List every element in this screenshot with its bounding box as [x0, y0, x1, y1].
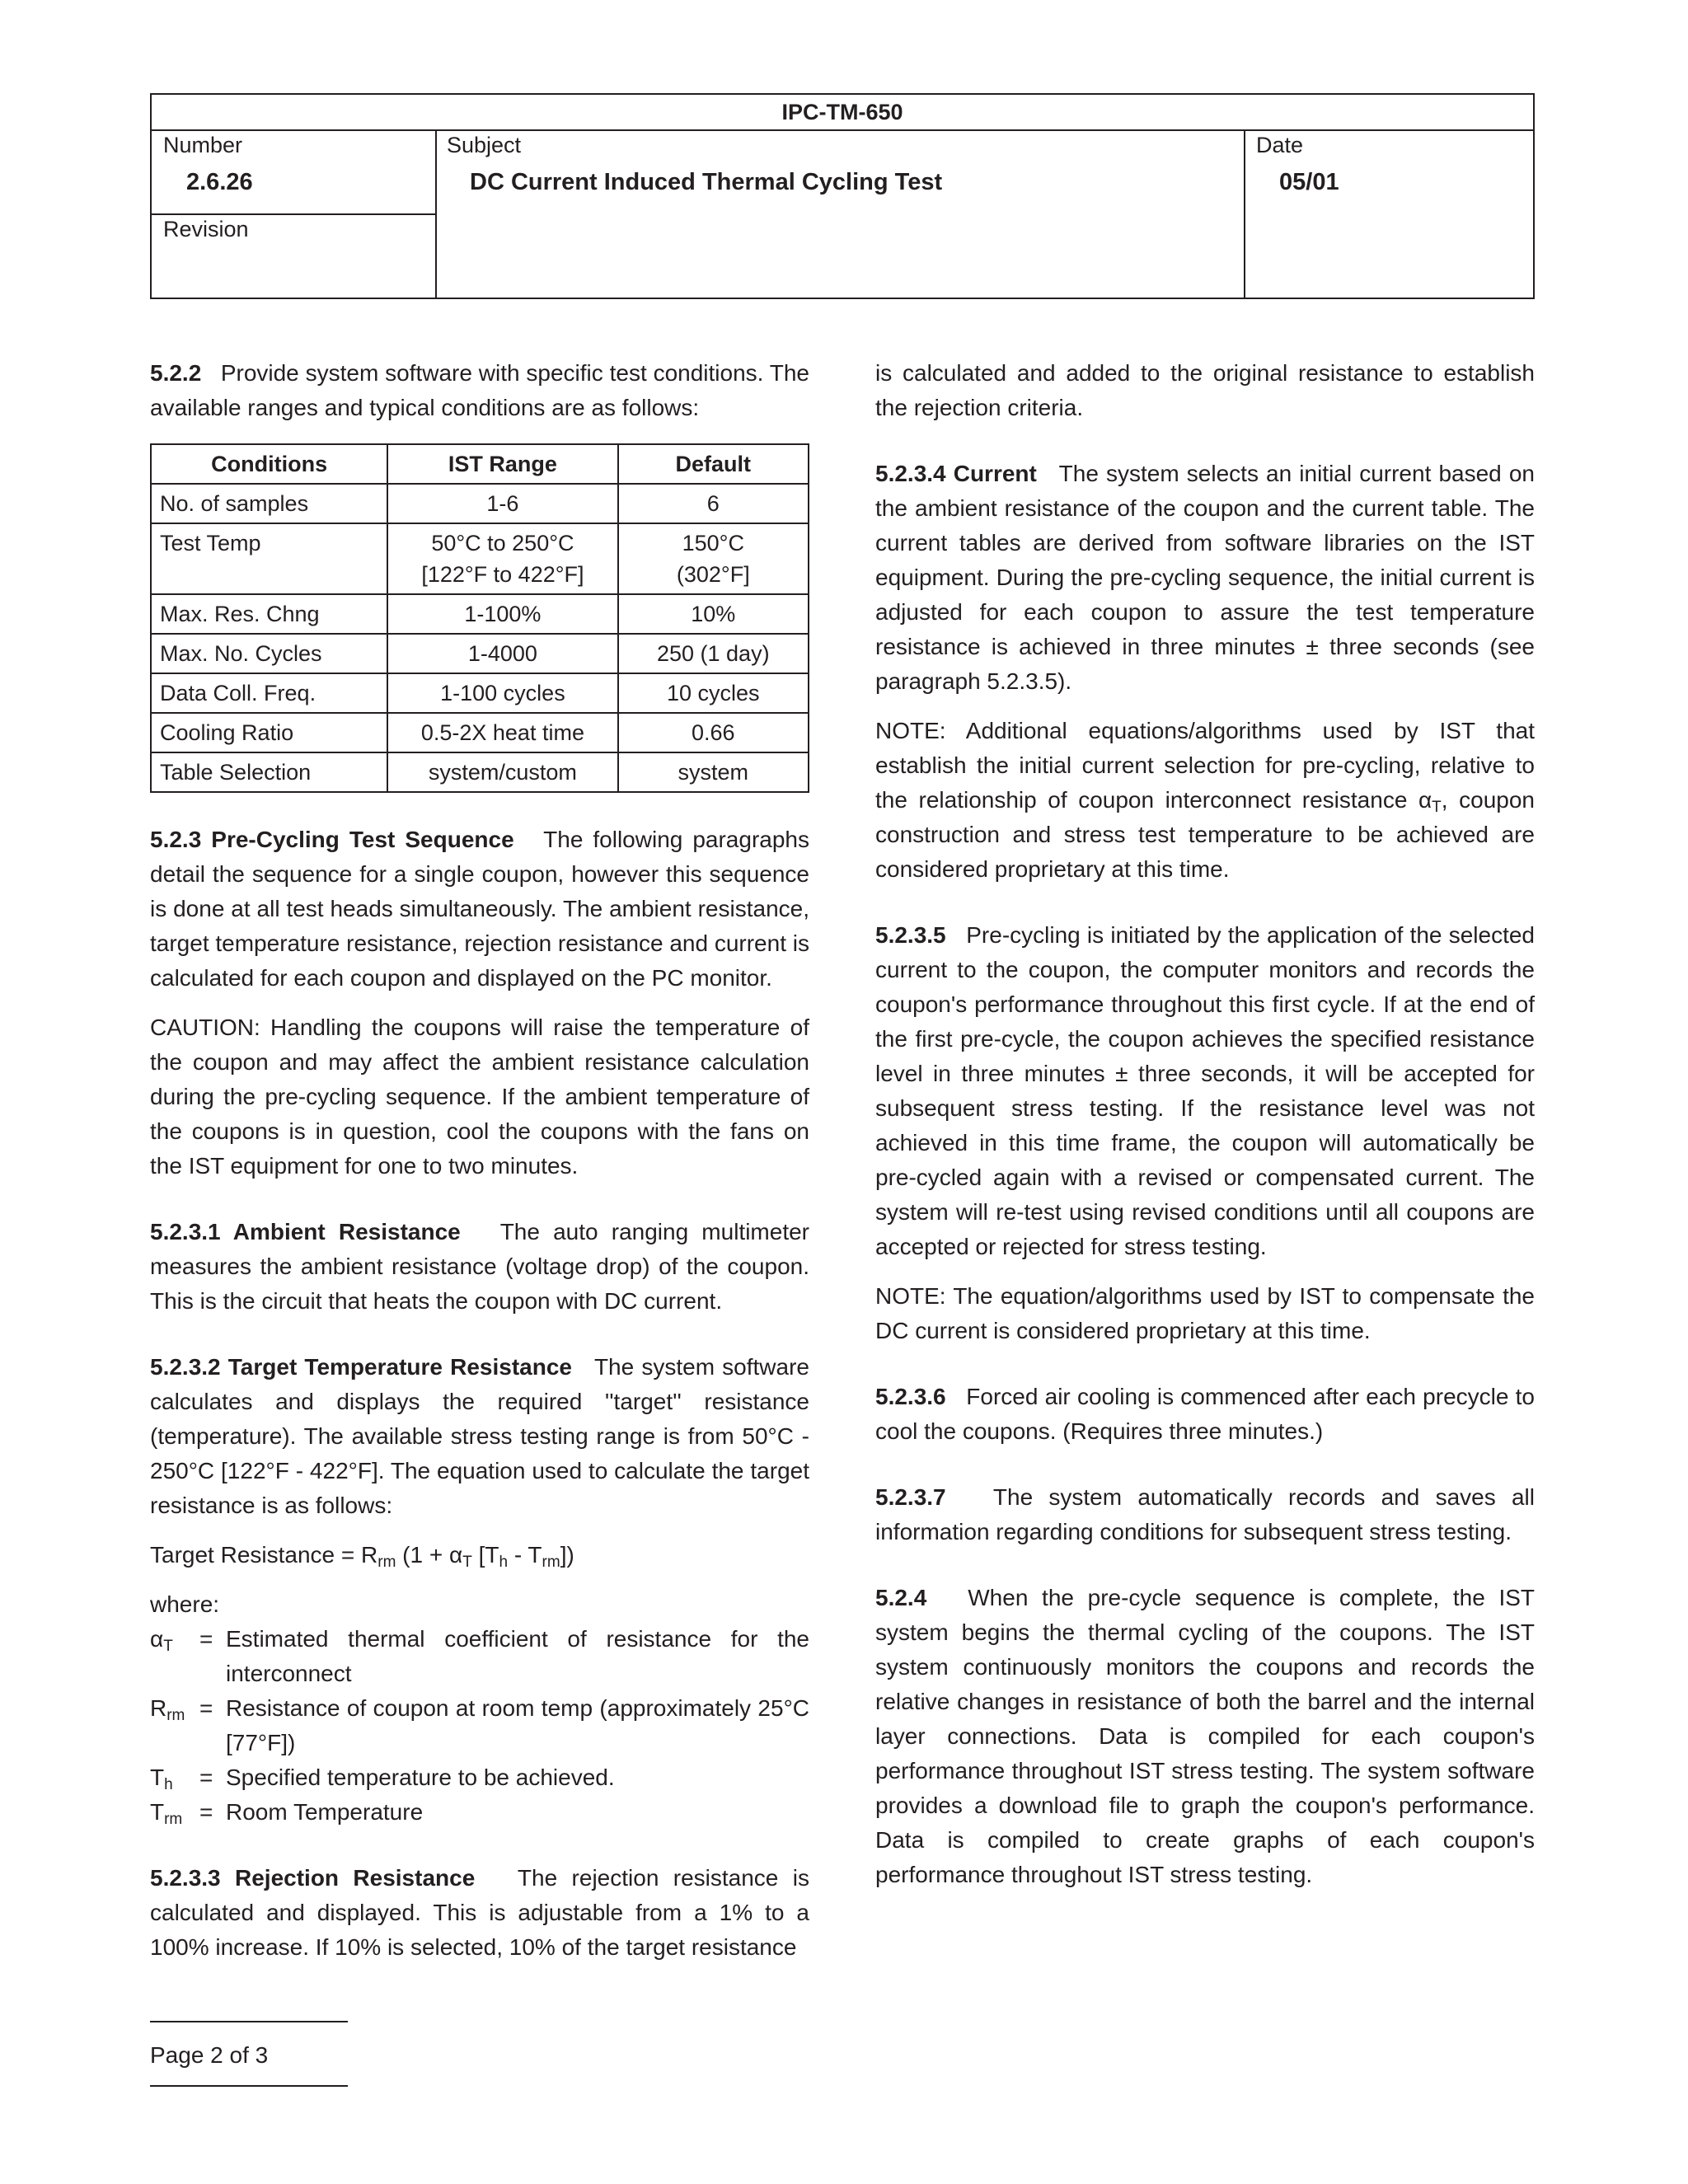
standard-title: IPC-TM-650 [152, 95, 1533, 131]
definition-text: Resistance of coupon at room temp (approximately 25°C [77°F]) [226, 1695, 809, 1755]
cell-line: (302°F] [676, 562, 750, 587]
condition-cell: Test Temp [151, 523, 387, 594]
cell-line: 1-100% [464, 602, 542, 626]
section-5-2-3 [150, 823, 809, 996]
target-resistance-equation [150, 1538, 809, 1572]
cell-line: 150°C [682, 531, 744, 555]
condition-cell: Cooling Ratio [151, 713, 387, 752]
subject-label: Subject [447, 133, 522, 157]
cell-line: 0.66 [692, 720, 735, 745]
equation-part: Target Resistance = R [150, 1542, 378, 1568]
column-header: Conditions [151, 444, 387, 484]
section-heading: 5.2.3.1 Ambient Resistance [150, 1219, 461, 1244]
condition-cell: Data Coll. Freq. [151, 673, 387, 713]
equation-subscript: h [499, 1554, 509, 1571]
definition-symbol: $R_{rm}$ [150, 1695, 185, 1724]
equals-sign: = [199, 1695, 213, 1721]
section-number: 5.2.3.7 [875, 1484, 946, 1510]
section-heading: 5.2.3.4 Current [875, 461, 1037, 486]
paragraph-text: When the pre-cycle sequence is complete, the IST system begins the thermal cycling of the coupons. The IST system continuously monitors the coupons and records the relative changes in resistance of both the barrel and the internal layer connections. Data is compiled for each coupon's performance throughout IST stress testing. The system software provides a download file to graph the coupon's performance. Data is compiled to create graphs of each coupon's performance throughout IST stress testing. [875, 1585, 1536, 1887]
definition-row [150, 1795, 809, 1830]
paragraph-text: The following paragraphs detail the sequence for a single coupon, however this sequence is done at all test heads simultaneously. The ambient resistance, target temperature resistance, rejection resistance and current is calculated for each coupon and displayed on the PC monitor. [150, 827, 809, 991]
paragraph-text: Forced air cooling is commenced after each precycle to cool the coupons. (Requires three minutes.) [875, 1384, 1535, 1444]
table-row [151, 484, 809, 523]
default-cell [618, 484, 809, 523]
page-number: Page 2 of 3 [150, 2042, 269, 2068]
table-row [151, 594, 809, 634]
cell-line: [122°F to 422°F] [421, 562, 584, 587]
table-row [151, 673, 809, 713]
range-cell [387, 484, 617, 523]
footer-rule [150, 2021, 348, 2022]
header-divider [1244, 129, 1245, 298]
cell-line: 6 [706, 491, 720, 516]
range-cell [387, 594, 617, 634]
cell-line: 1-100 cycles [440, 681, 565, 705]
document-subject: DC Current Induced Thermal Cycling Test [470, 169, 943, 195]
table-row [151, 713, 809, 752]
cell-line: system [678, 760, 749, 785]
paragraph-text: The auto ranging multimeter measures the ambient resistance (voltage drop) of the coupon. This is the circuit that heats the coupon with DC current. [150, 1219, 809, 1314]
condition-cell: Max. Res. Chng [151, 594, 387, 634]
equals-sign: = [199, 1626, 213, 1652]
section-heading: 5.2.3.2 Target Temperature Resistance [150, 1354, 572, 1380]
equation-part: ]) [560, 1542, 574, 1568]
section-5-2-3-7 [875, 1480, 1535, 1549]
date-label: Date [1256, 133, 1304, 157]
equation-subscript: T [462, 1554, 472, 1571]
cell-line: 250 (1 day) [656, 641, 770, 666]
left-column [150, 356, 809, 1980]
section-5-2-3-1 [150, 1215, 809, 1319]
condition-cell: No. of samples [151, 484, 387, 523]
table-row [151, 523, 809, 594]
cell-line: 50°C to 250°C [431, 531, 574, 555]
note-subscript: T [1432, 799, 1442, 816]
table-row [151, 752, 809, 792]
definition-symbol: $T_h$ [150, 1765, 173, 1793]
condition-cell: Table Selection [151, 752, 387, 792]
number-label: Number [163, 133, 243, 157]
default-cell [618, 634, 809, 673]
cell-line: 10 cycles [667, 681, 760, 705]
equals-sign: = [199, 1765, 213, 1790]
equation-subscript: rm [377, 1554, 396, 1571]
condition-cell: Max. No. Cycles [151, 634, 387, 673]
section-5-2-3-4 [875, 457, 1535, 699]
section-heading: 5.2.3 Pre-Cycling Test Sequence [150, 827, 514, 852]
default-cell [618, 594, 809, 634]
definition-symbol: $\alpha_T$ [150, 1626, 173, 1655]
cell-line: system/custom [428, 760, 577, 785]
definition-text: Specified temperature to be achieved. [226, 1765, 615, 1790]
section-5-2-3-5 [875, 918, 1535, 1264]
section-5-2-3-6 [875, 1380, 1535, 1449]
equals-sign: = [199, 1799, 213, 1825]
footer-rule [150, 2085, 348, 2087]
table-header-row [151, 444, 809, 484]
section-number: 5.2.4 [875, 1585, 927, 1610]
section-5-2-3-2 [150, 1350, 809, 1523]
definition-symbol: $T_{rm}$ [150, 1799, 183, 1828]
where-label: where: [150, 1591, 220, 1617]
document-number: 2.6.26 [186, 169, 253, 195]
section-5-2-3-3 [150, 1861, 809, 1965]
paragraph-text: The rejection resistance is calculated and displayed. This is adjustable from a 1% to a 100% increase. If 10% is selected, 10% of the target resistance [150, 1865, 809, 1960]
equation-subscript: rm [542, 1554, 560, 1571]
cell-line: 1-6 [486, 491, 519, 516]
default-cell [618, 673, 809, 713]
range-cell [387, 752, 617, 792]
document-date: 05/01 [1279, 169, 1339, 195]
paragraph-text: Provide system software with specific test conditions. The available ranges and typical conditions are as follows: [150, 360, 810, 420]
caution-paragraph: CAUTION: Handling the coupons will raise the temperature of the coupon and may affect the ambient resistance calculation during the pre-cycling sequence. If the ambient temperature of the coupons is in question, cool the coupons with the fans on the IST equipment for one to two minutes. [150, 1015, 809, 1179]
section-number: 5.2.3.6 [875, 1384, 946, 1409]
section-heading: 5.2.3.3 Rejection Resistance [150, 1865, 476, 1891]
section-5-2-3-3-continued: is calculated and added to the original resistance to establish the rejection criteria. [875, 360, 1535, 420]
equation-part: (1 + α [396, 1542, 463, 1568]
definition-row [150, 1760, 809, 1795]
section-5-2-4 [875, 1581, 1535, 1892]
document-header [150, 93, 1535, 299]
section-number: 5.2.2 [150, 360, 202, 386]
note-compensation: NOTE: The equation/algorithms used by IST to compensate the DC current is considered proprietary at this time. [875, 1283, 1535, 1343]
column-header: Default [618, 444, 809, 484]
paragraph-text: The system selects an initial current based on the ambient resistance of the coupon and the current table. The current tables are derived from software libraries on the IST equipment. During the pre-cycling sequence, the initial current is adjusted for each coupon to assure the test temperature resistance is achieved in three minutes ± three seconds (see paragraph 5.2.3.5). [875, 461, 1535, 694]
definition-row [150, 1691, 809, 1760]
default-cell [618, 752, 809, 792]
definition-row [150, 1622, 809, 1691]
paragraph-text: The system software calculates and displays the required ''target'' resistance (temperature). The available stress testing range is from 50°C - 250°C [122°F - 422°F]. The equation used to calculate the target resistance is as follows: [150, 1354, 809, 1518]
revision-label: Revision [163, 217, 249, 241]
section-number: 5.2.3.5 [875, 922, 946, 948]
equation-part: [T [471, 1542, 499, 1568]
note-text: , coupon construction and stress test temperature to be achieved are considered proprietary at this time. [875, 787, 1536, 882]
paragraph-text: Pre-cycling is initiated by the application of the selected current to the coupon, the computer monitors and records the coupon's performance throughout this first cycle. If at the end of the first pre-cycle, the coupon achieves the specified resistance level in three minutes ± three seconds, it will be accepted for subsequent stress testing. If the resistance level was not achieved in this time frame, the coupon will automatically be pre-cycled again with a revised or compensated current. The system will re-test using revised conditions until all coupons are accepted or rejected for stress testing. [875, 922, 1535, 1259]
cell-line: 10% [691, 602, 736, 626]
where-definitions [150, 1587, 809, 1830]
table-row [151, 634, 809, 673]
test-conditions-table [150, 443, 809, 793]
note-text: NOTE: Additional equations/algorithms used by IST that establish the initial current selection for pre-cycling, relative to the relationship of coupon interconnect resistance α [875, 718, 1535, 813]
section-5-2-2 [150, 356, 809, 425]
cell-line: 0.5-2X heat time [420, 720, 584, 745]
definition-text: Room Temperature [226, 1799, 424, 1825]
column-header: IST Range [387, 444, 617, 484]
header-divider [152, 213, 437, 215]
cell-line: 1-4000 [467, 641, 537, 666]
default-cell [618, 523, 809, 594]
range-cell [387, 673, 617, 713]
range-cell [387, 523, 617, 594]
equation-part: - T [508, 1542, 542, 1568]
range-cell [387, 713, 617, 752]
default-cell [618, 713, 809, 752]
right-column-content [875, 356, 1535, 1907]
note-proprietary-equations [875, 714, 1535, 887]
paragraph-text: The system automatically records and saves all information regarding conditions for subsequent stress testing. [875, 1484, 1535, 1544]
range-cell [387, 634, 617, 673]
definition-text: Estimated thermal coefficient of resistance for the interconnect [226, 1626, 809, 1686]
